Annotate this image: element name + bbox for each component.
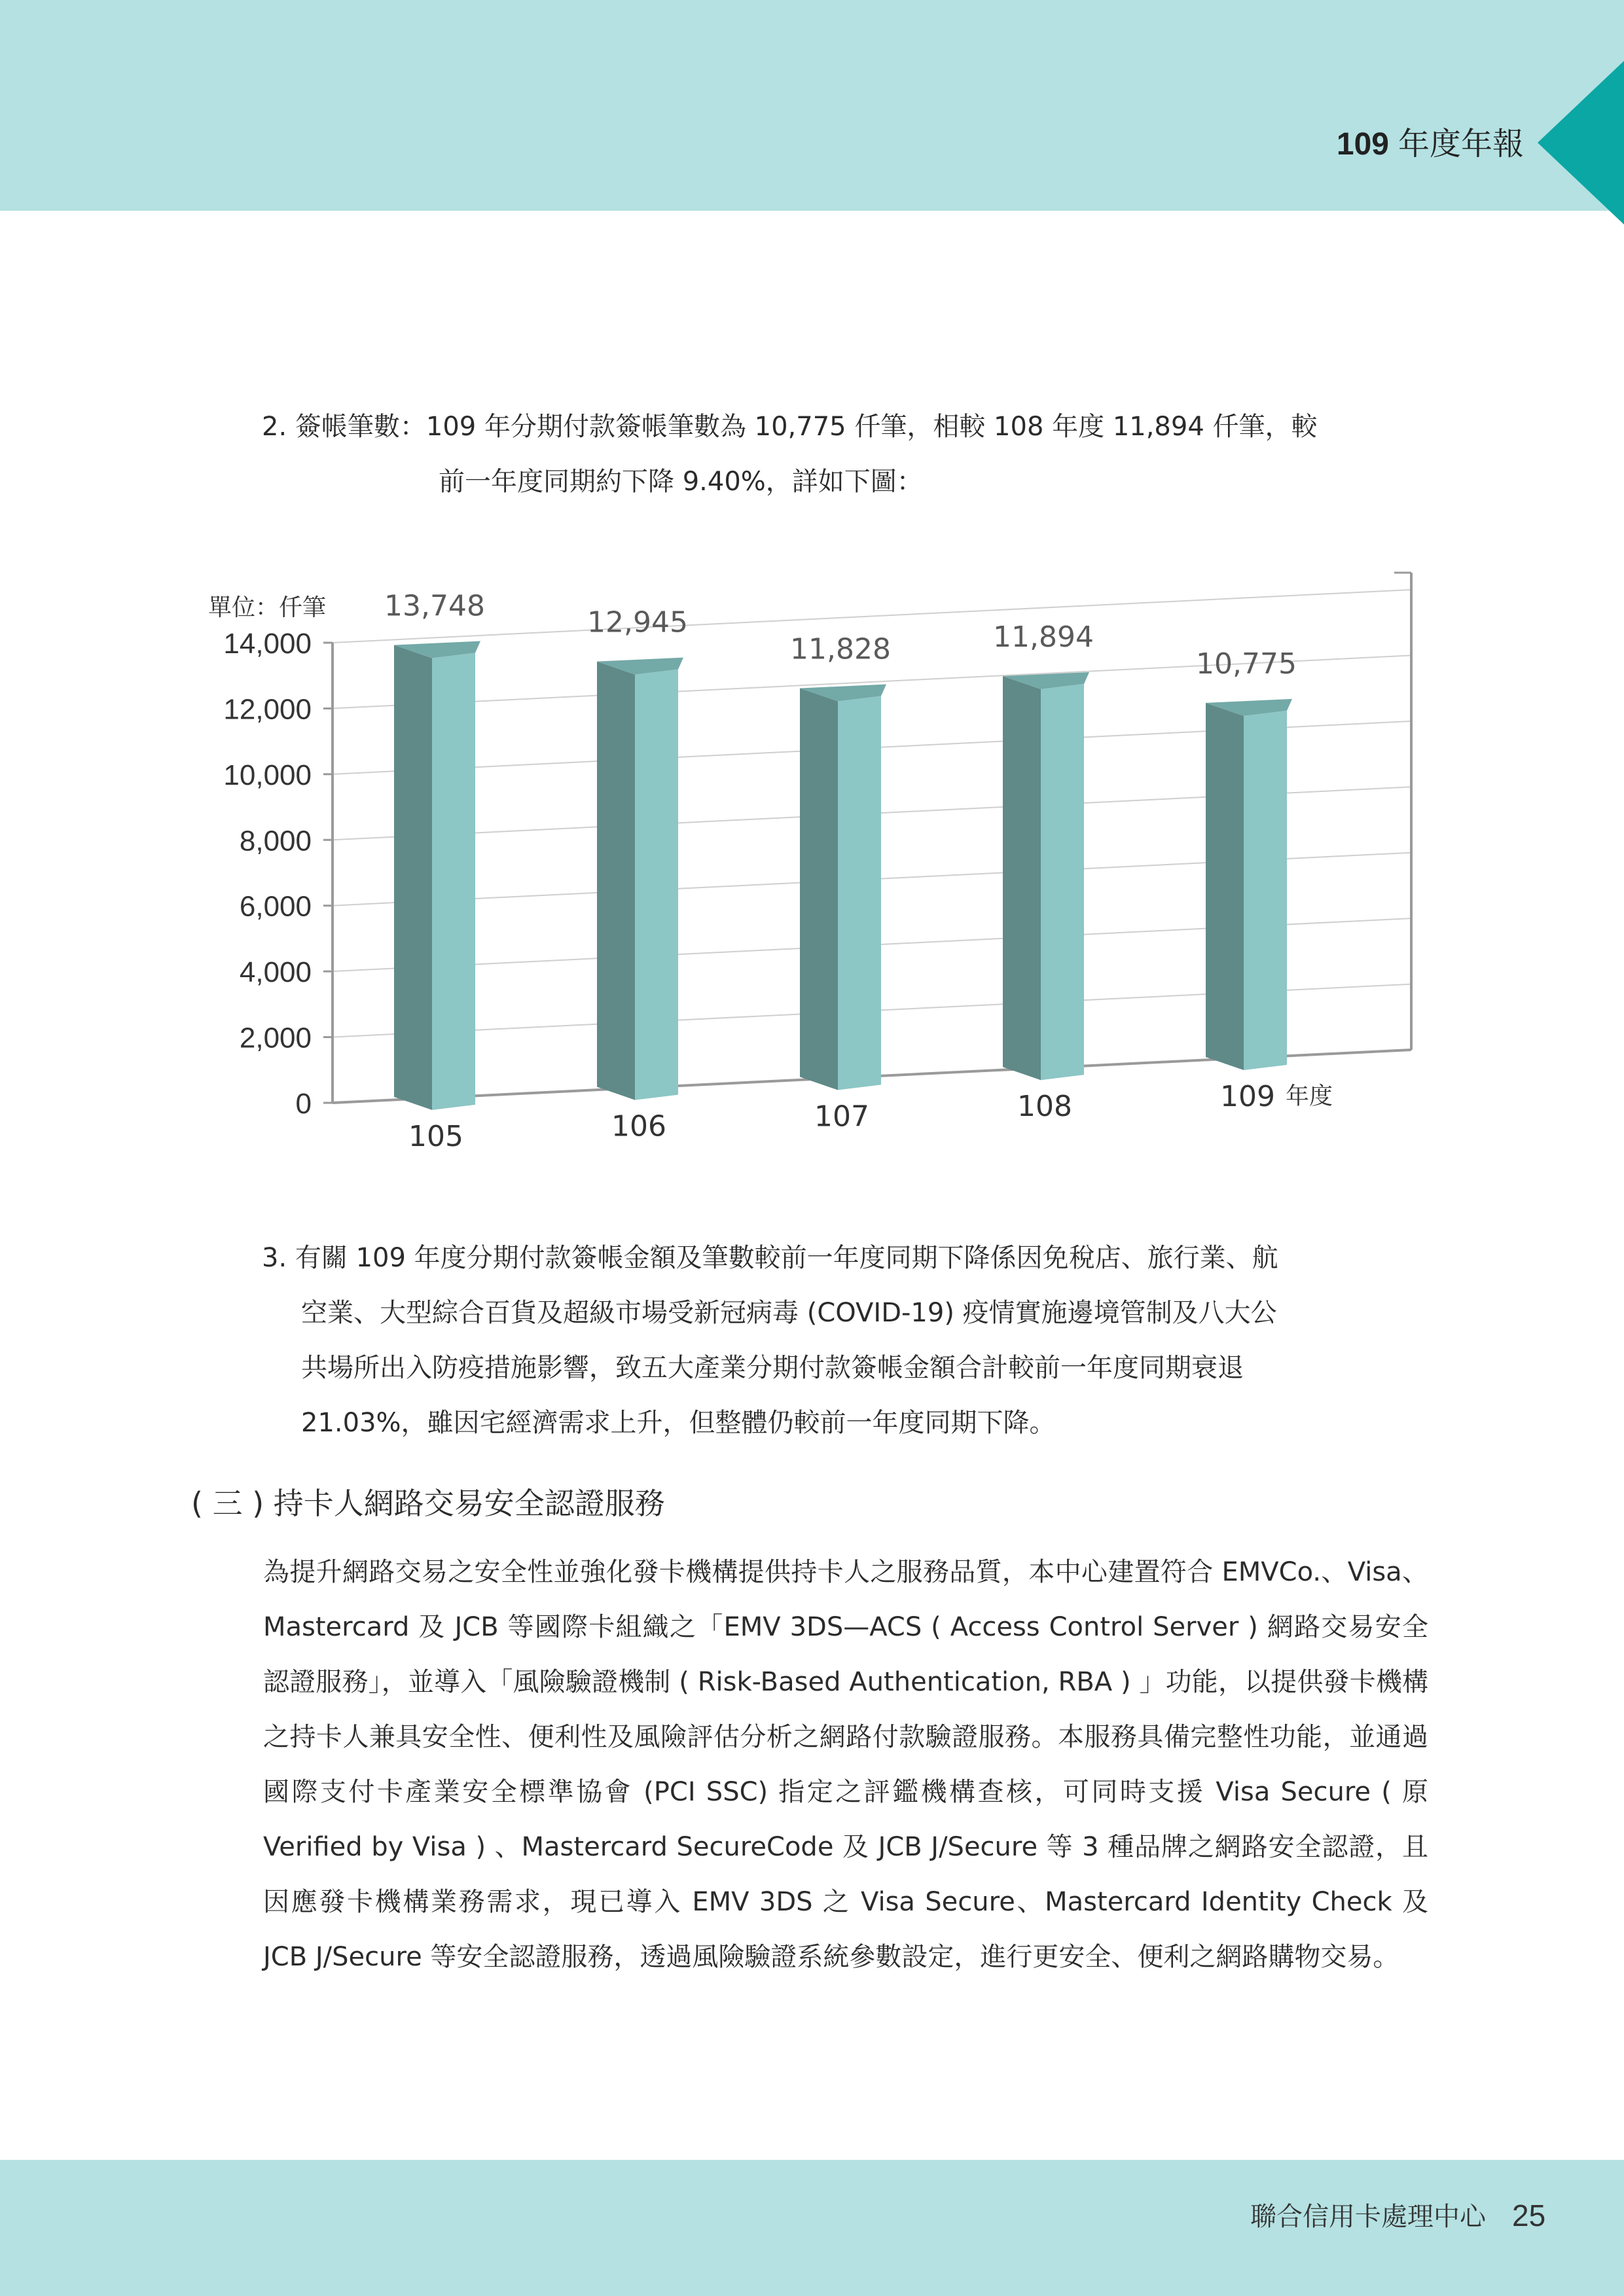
paragraph-3-line-3: 共場所出入防疫措施影響，致五大產業分期付款簽帳金額合計較前一年度同期衰退 [301, 1353, 1244, 1383]
y-tick-label: 10,000 [223, 759, 312, 791]
paragraph-3-line-1: 3. 有關 109 年度分期付款簽帳金額及筆數較前一年度同期下降係因免稅店、旅行業、航 [262, 1243, 1278, 1273]
y-tick-label: 14,000 [223, 628, 312, 660]
report-title-text: 年度年報 [1398, 126, 1524, 162]
bar [432, 653, 475, 1110]
x-tick-label: 107 [814, 1100, 869, 1134]
x-axis-suffix: 年度 [1286, 1083, 1333, 1110]
y-tick-label: 0 [295, 1088, 312, 1120]
bar [1041, 684, 1084, 1080]
unit-label: 單位：仟筆 [208, 594, 327, 621]
paragraph-3-line-4: 21.03%，雖因宅經濟需求上升，但整體仍較前一年度同期下降。 [301, 1408, 1056, 1438]
section-body: 為提升網路交易之安全性並強化發卡機構提供持卡人之服務品質，本中心建置符合 EMVCo.、Visa、Mastercard 及 JCB 等國際卡組織之「EMV 3DS—ACS ( Access Control Server ) 網路交易安全認證服務」，並導入「風險驗證機制 ( Risk-Based Authentication, RBA ) 」功能，以提供發卡機構之持卡人兼具安全性、便利性及風險評估分析之網路付款驗證服務。本服務具備完整性功能，並通過國際支付卡產業安全標準協會 (PCI SSC) 指定之評鑑機構查核，可同時支援 Visa Secure ( 原 Verified by Visa ) 、Mastercard SecureCode 及 JCB J/Secure 等 3 種品牌之網路安全認證，且因應發卡機構業務需求，現已導入 EMV 3DS 之 Visa Secure、Mastercard Identity Check 及 JCB J/Secure 等安全認證服務，透過風險驗證系統參數設定，進行更安全、便利之網路購物交易。 [263, 1557, 1428, 1972]
y-tick-label: 8,000 [239, 825, 312, 857]
x-tick-label: 105 [408, 1119, 463, 1153]
x-tick-label: 106 [611, 1109, 666, 1143]
y-tick-label: 12,000 [223, 693, 312, 726]
bar-side [800, 688, 838, 1090]
y-tick-label: 2,000 [239, 1022, 312, 1054]
bar-side [394, 645, 432, 1110]
bar-side [1003, 676, 1041, 1080]
bar [1244, 711, 1287, 1070]
bar-side [597, 662, 635, 1100]
bar-side [1206, 703, 1244, 1070]
data-label: 11,894 [993, 620, 1094, 654]
y-tick-label: 4,000 [239, 956, 312, 989]
section-title: ( 三 ) 持卡人網路交易安全認證服務 [191, 1486, 665, 1521]
bar [635, 670, 678, 1100]
paragraph-3-line-2: 空業、大型綜合百貨及超級市場受新冠病毒 (COVID-19) 疫情實施邊境管制及八大公 [301, 1298, 1277, 1328]
x-tick-label: 109 [1220, 1079, 1275, 1113]
x-tick-label: 108 [1017, 1090, 1072, 1124]
paragraph-2-line-2: 前一年度同期約下降 9.40%，詳如下圖： [439, 467, 923, 497]
data-label: 13,748 [384, 589, 485, 623]
bar [838, 696, 881, 1090]
paragraph-2-line-1: 2. 簽帳筆數：109 年分期付款簽帳筆數為 10,775 仟筆，相較 108 年度 11,894 仟筆，較 [262, 412, 1318, 442]
data-label: 12,945 [587, 605, 688, 639]
y-tick-label: 6,000 [239, 890, 312, 923]
page-number: 25 [1512, 2198, 1546, 2233]
data-label: 11,828 [790, 632, 891, 666]
report-year: 109 [1336, 127, 1389, 162]
data-label: 10,775 [1196, 647, 1297, 681]
paragraph-decline-reason [262, 1230, 1434, 1450]
footer-organization: 聯合信用卡處理中心 [1250, 2202, 1486, 2232]
